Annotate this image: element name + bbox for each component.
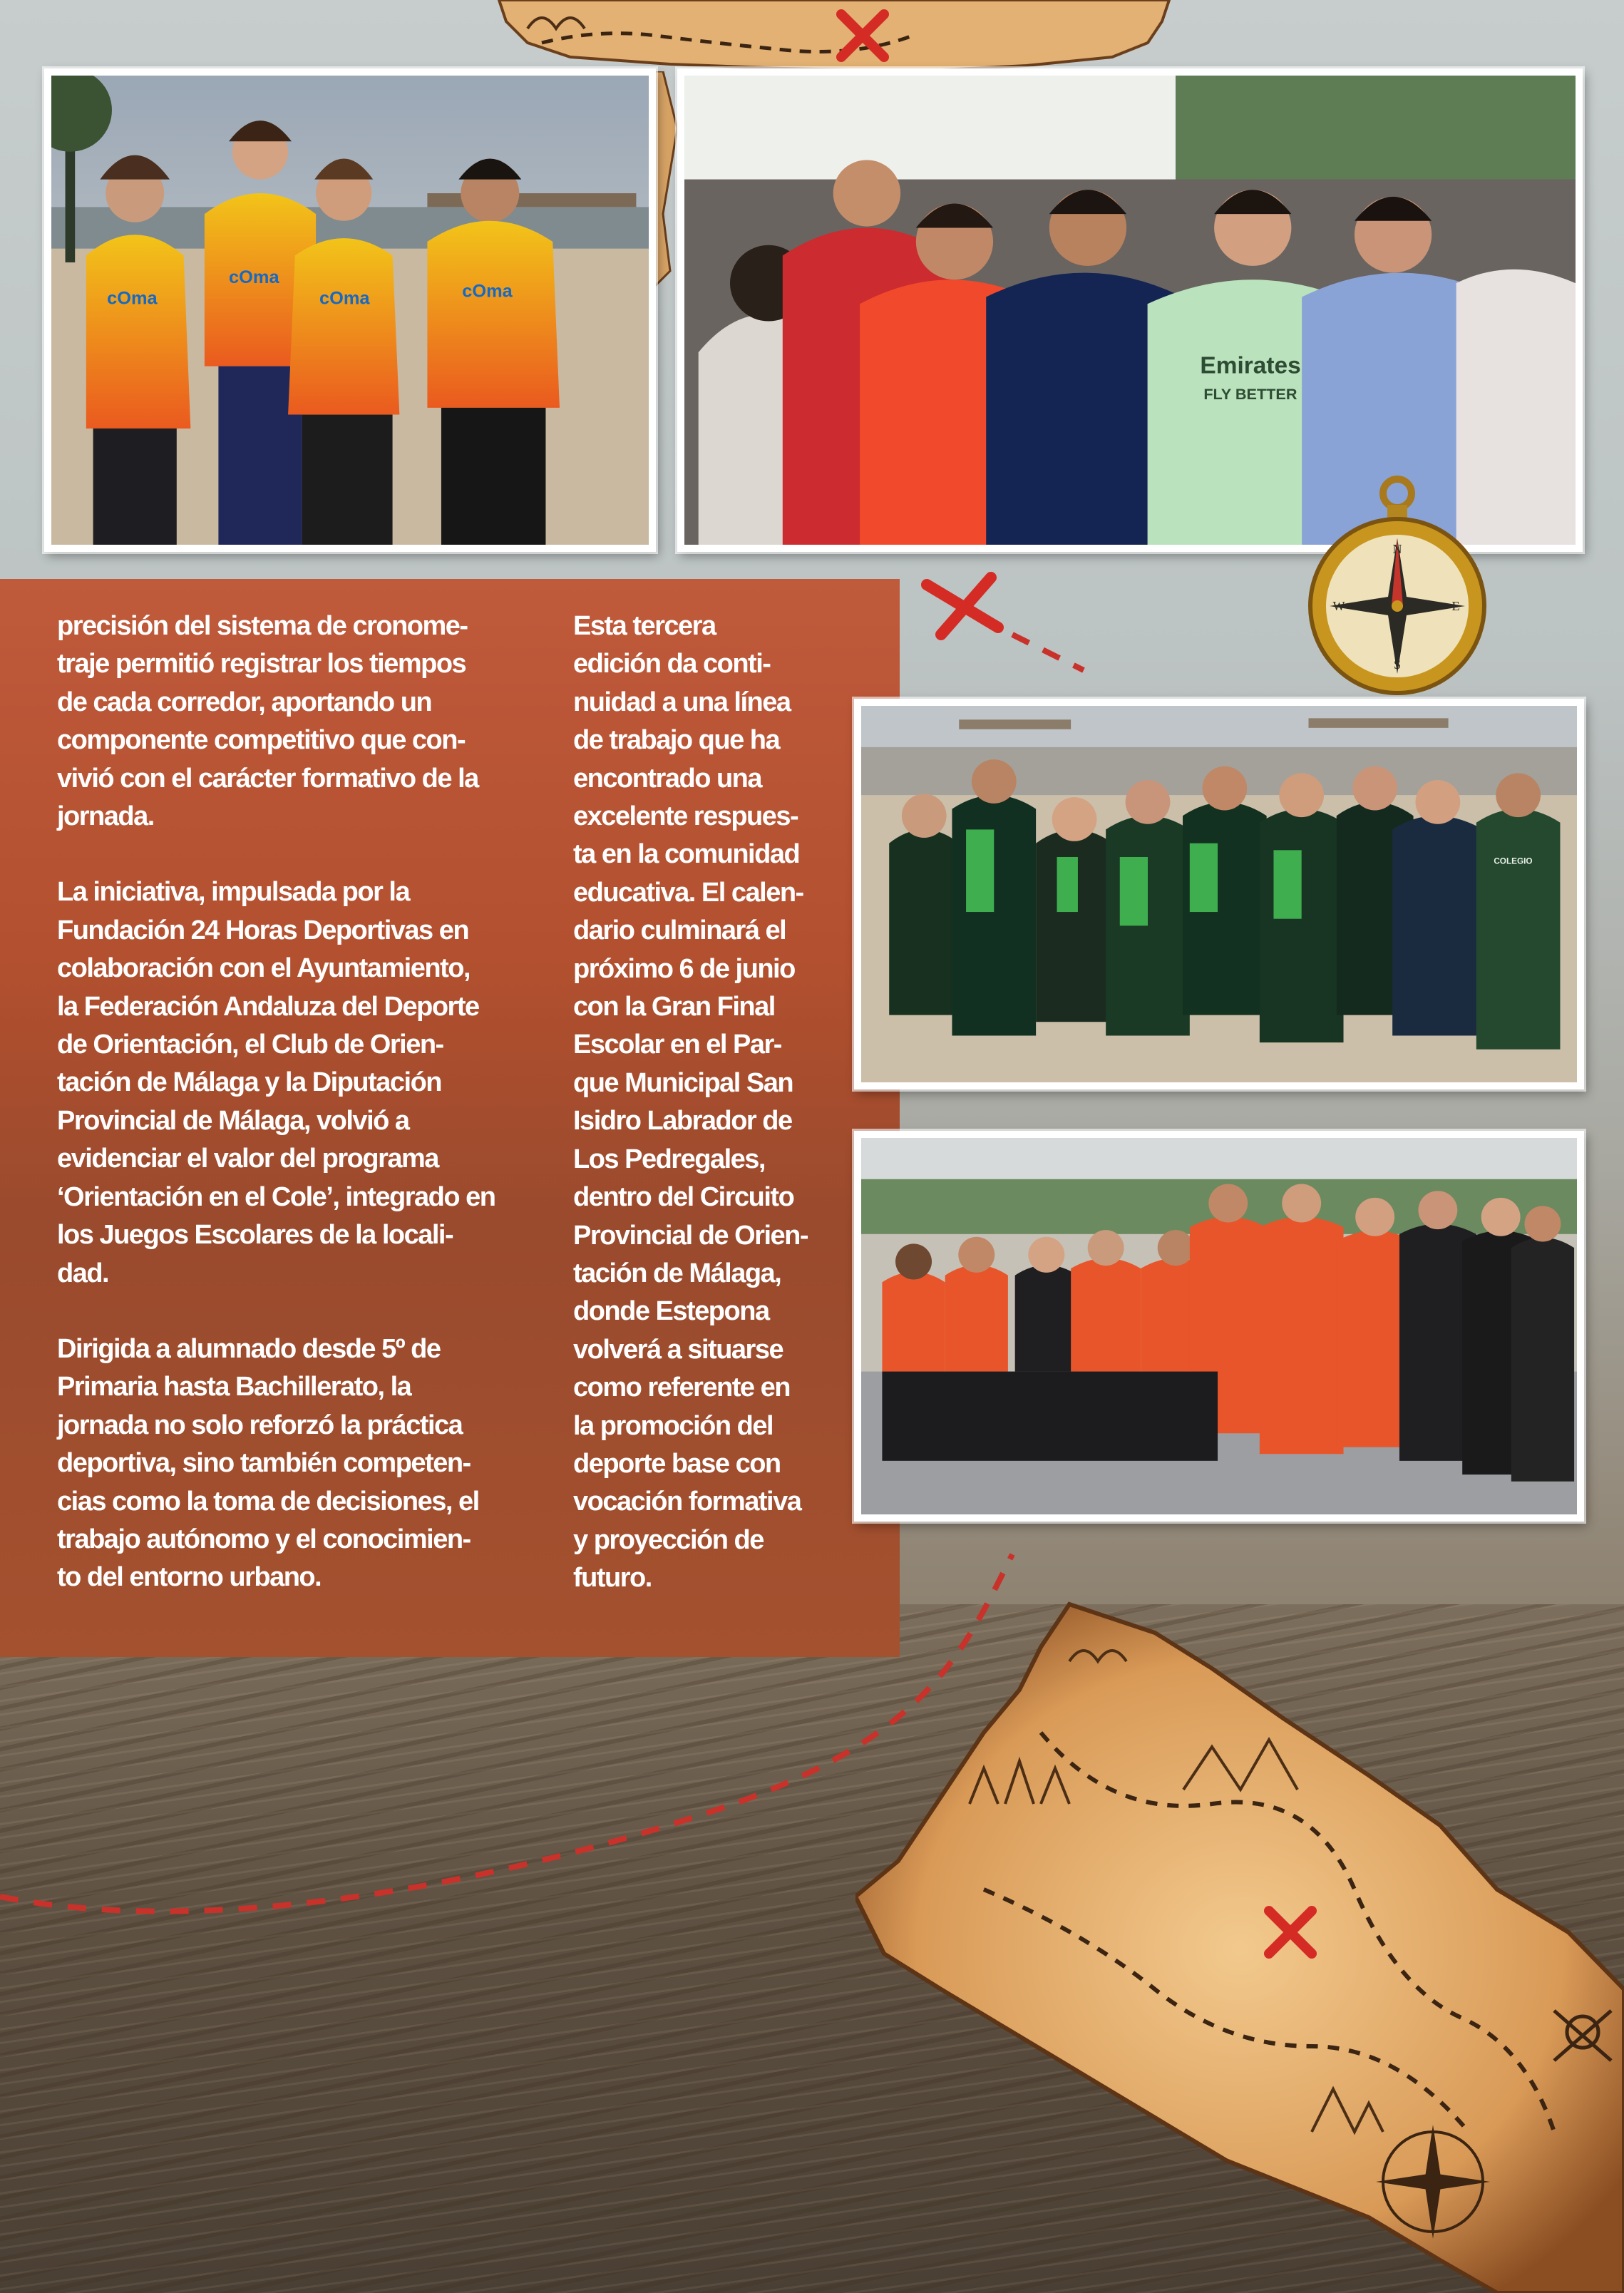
article-paragraph: precisión del sistema de cronome- traje permitió registrar los tiempos de cada corredor, aportando un componente competitivo que con- vivió con el carácter formativo de la jornada. bbox=[57, 611, 478, 832]
photo-group-orange-shirts-seated bbox=[854, 1131, 1584, 1522]
vest-brand-text: cOma bbox=[229, 267, 279, 288]
photo-four-students-orange-vests bbox=[44, 68, 656, 552]
article-paragraph: Esta tercera edición da conti- nuidad a una línea de trabajo que ha encontrado una excelente respues- ta en la comunidad educativa. El calen- dario culminará el próximo 6 de junio con la Gran Final Escolar en el Par- que Municipal San Isidro Labrador de Los Pedregales, dentro del Circuito Provincial de Orien- tación de Málaga, donde Estepona volverá a situarse como referente en la promoción del deporte base con vocación formativa y proyección de futuro. bbox=[573, 611, 808, 1594]
compass-icon bbox=[1305, 471, 1490, 699]
treasure-map-bottom bbox=[855, 1590, 1624, 2293]
compass-label-e: E bbox=[1451, 599, 1460, 613]
red-x-mark-icon bbox=[920, 570, 1012, 642]
vest-brand-text: cOma bbox=[107, 288, 158, 309]
article-column-left bbox=[57, 607, 513, 1635]
vest-brand-text: cOma bbox=[462, 281, 513, 302]
vest-brand-text: cOma bbox=[319, 288, 370, 309]
compass-label-n: N bbox=[1392, 542, 1402, 556]
jersey-sponsor-text: Emirates bbox=[1200, 352, 1301, 379]
compass-label-s: S bbox=[1393, 657, 1402, 672]
article-column-right bbox=[573, 607, 816, 1636]
photo-group-green-tracksuits bbox=[854, 699, 1584, 1089]
treasure-map-top bbox=[485, 0, 1183, 71]
jersey-slogan-text: FLY BETTER bbox=[1203, 386, 1297, 404]
article-paragraph: La iniciativa, impulsada por la Fundación 24 Horas Deportivas en colaboración con el Ayuntamiento, la Federación Andaluza del Deporte de Orientación, el Club de Orien- tación de Málaga y la Diputación Provincial de Málaga, volvió a evidenciar el valor del programa ‘Orientación en el Cole’, integrado en los Juegos Escolares de la locali- dad. bbox=[57, 877, 495, 1288]
article-paragraph: Dirigida a alumnado desde 5º de Primaria hasta Bachillerato, la jornada no solo reforzó la práctica deportiva, sino también competen- cias como la toma de decisiones, el trabajo autónomo y el conocimien- to del entorno urbano. bbox=[57, 1333, 479, 1593]
school-label-text: COLEGIO bbox=[1494, 856, 1533, 866]
compass-label-w: W bbox=[1332, 599, 1345, 613]
